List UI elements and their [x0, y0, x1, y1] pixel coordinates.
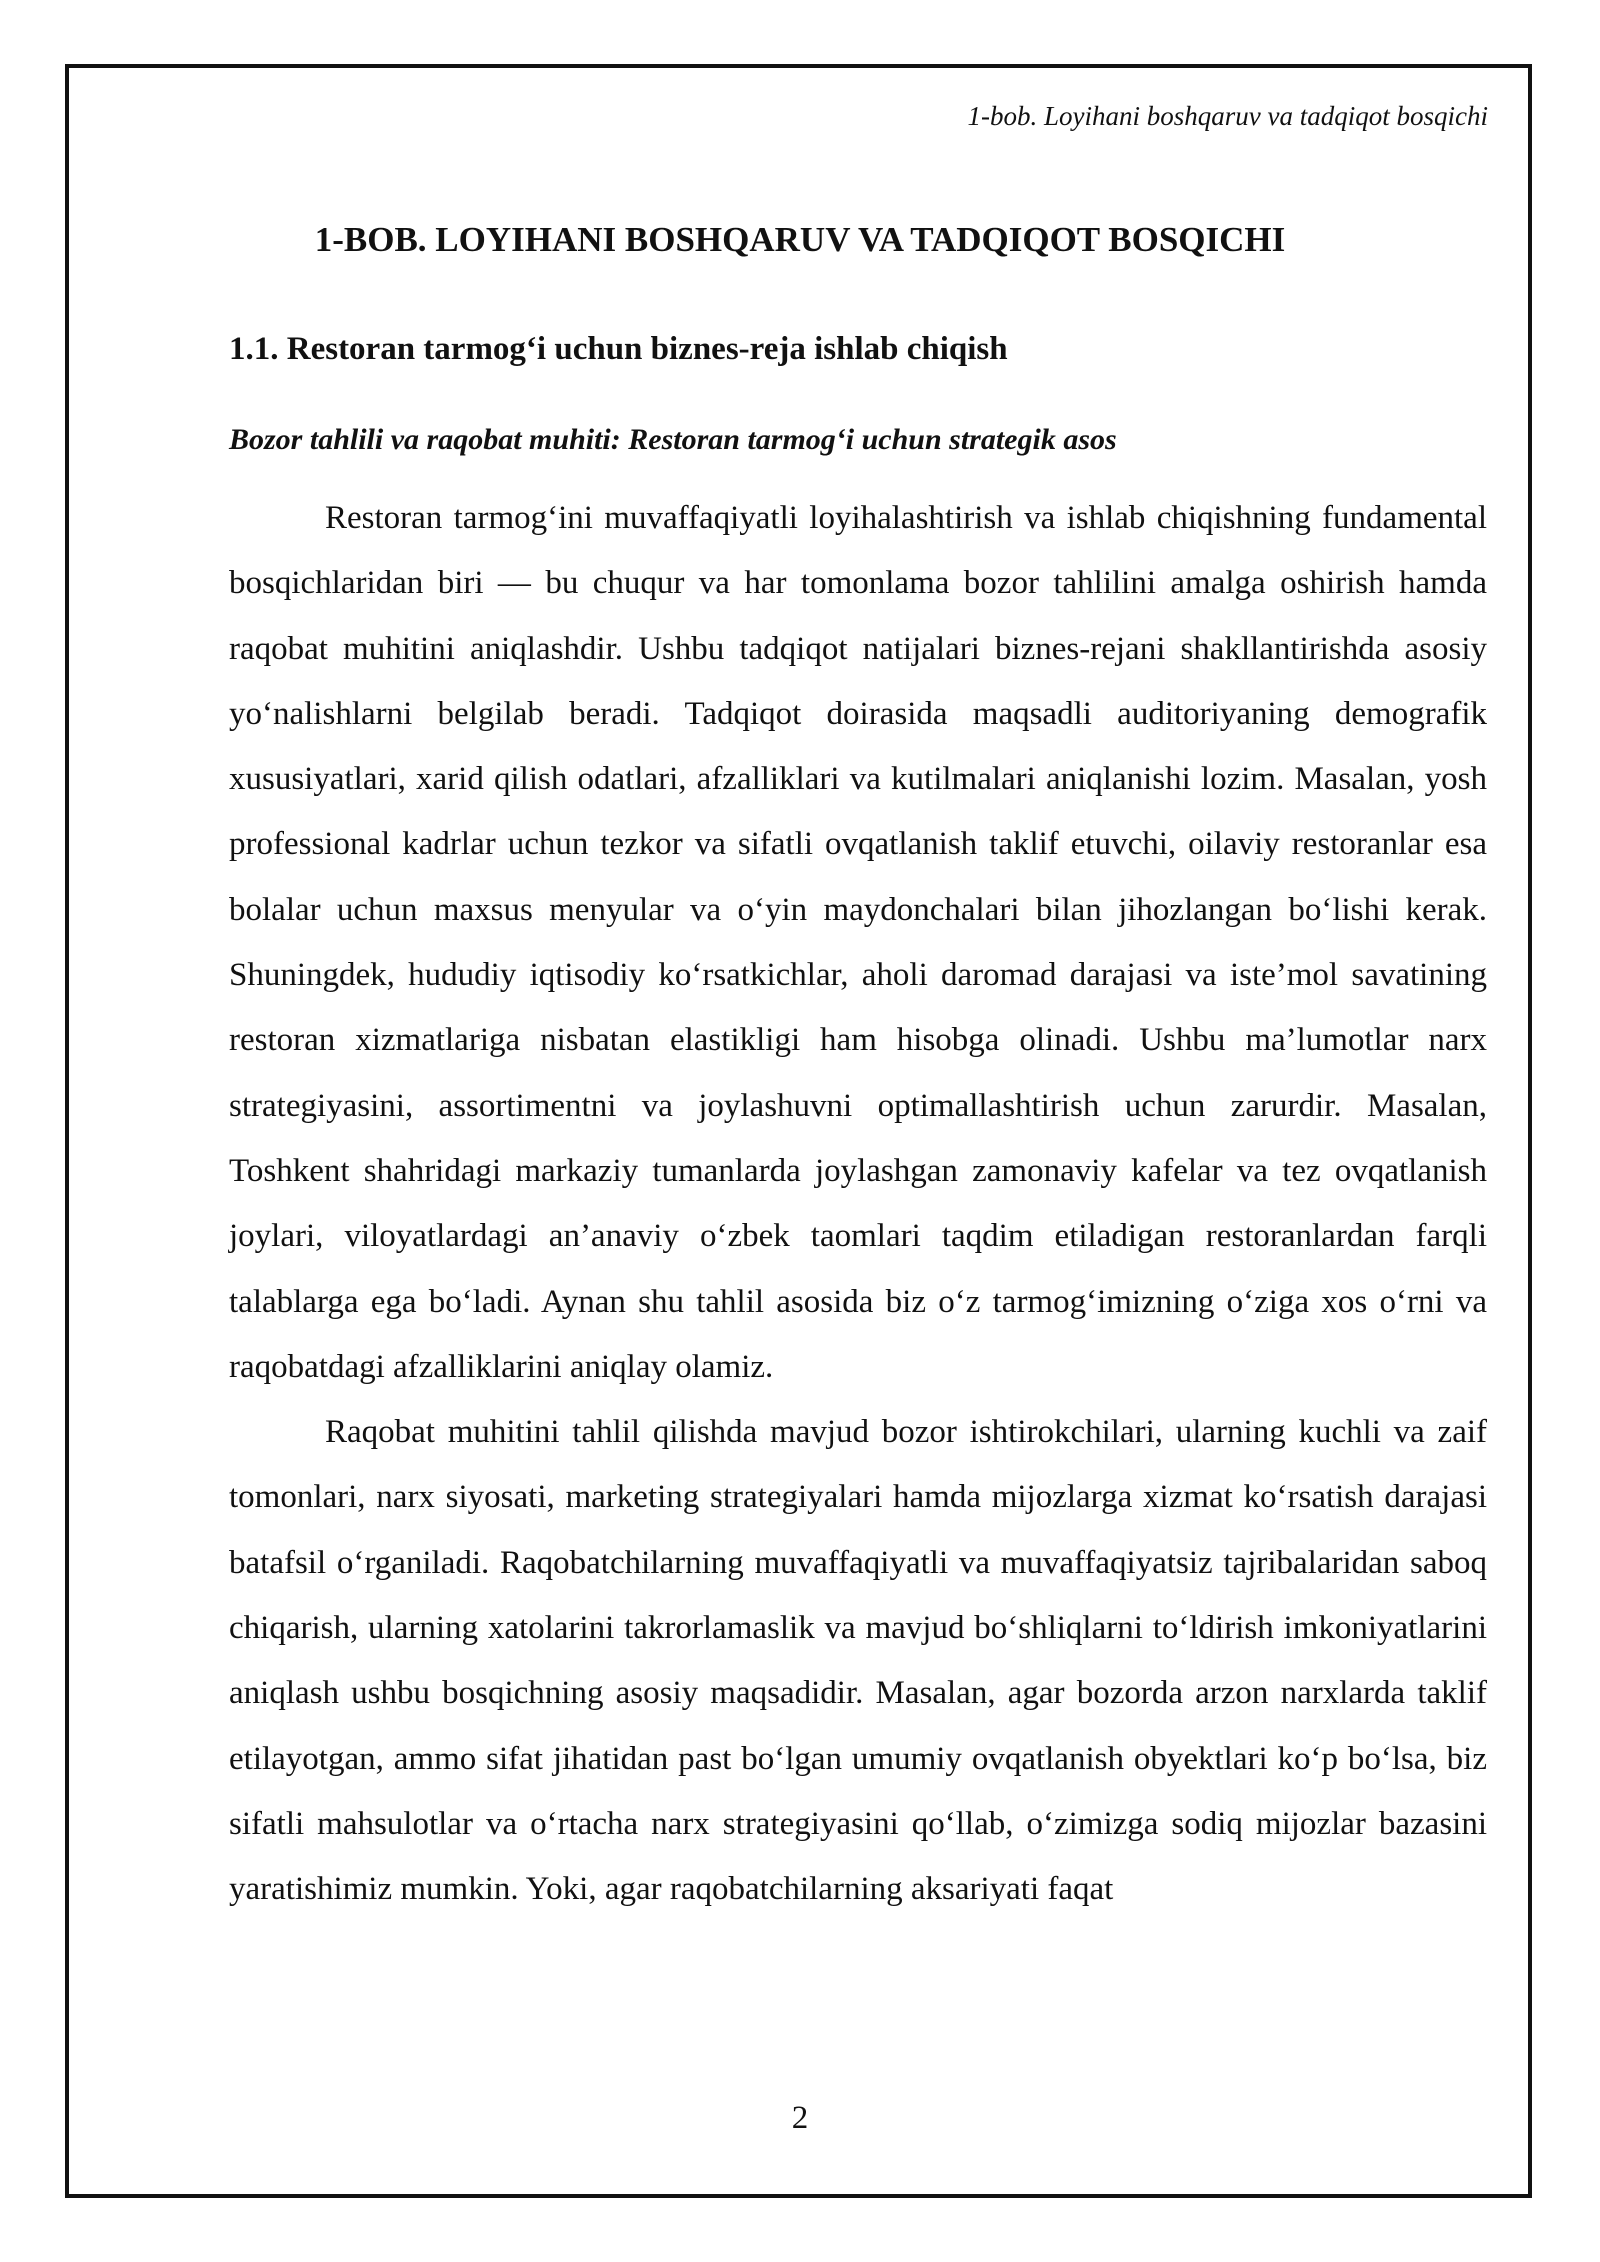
paragraph: Raqobat muhitini tahlil qilishda mavjud bozor ishtirokchilari, ularning kuchli va zaif tomonlari, narx siyosati, marketing strategiyalari hamda mijozlarga xizmat ko‘rsatish darajasi batafsil o‘rganiladi. Raqobatchilarning muvaffaqiyatli va muvaffaqiyatsiz tajribalaridan saboq chiqarish, ularning xatolarini takrorlamaslik va mavjud bo‘shliqlarni to‘ldirish imkoniyatlarini aniqlash ushbu bosqichning asosiy maqsadidir. Masalan, agar bozorda arzon narxlarda taklif etilayotgan, ammo sifat jihatidan past bo‘lgan umumiy ovqatlanish obyektlari ko‘p bo‘lsa, biz sifatli mahsulotlar va o‘rtacha narx strategiyasini qo‘llab, o‘zimizga sodiq mijozlar bazasini yaratishimiz mumkin. Yoki, agar raqobatchilarning aksariyati faqat [229, 1414, 1487, 1908]
subsection-heading: Bozor tahlili va raqobat muhiti: Restoran tarmog‘i uchun strategik asos [229, 423, 1117, 456]
section-heading: 1.1. Restoran tarmog‘i uchun biznes-reja ishlab chiqish [229, 331, 1008, 367]
chapter-title: 1-BOB. LOYIHANI BOSHQARUV VA TADQIQOT BOSQICHI [314, 220, 1286, 259]
page-number: 2 [791, 2100, 809, 2136]
running-header: 1-bob. Loyihani boshqaruv va tadqiqot bosqichi [967, 101, 1488, 131]
body-text [229, 486, 1487, 1923]
paragraph: Restoran tarmog‘ini muvaffaqiyatli loyihalashtirish va ishlab chiqishning fundamental bosqichlaridan biri — bu chuqur va har tomonlama bozor tahlilini amalga oshirish hamda raqobat muhitini aniqlashdir. Ushbu tadqiqot natijalari biznes-rejani shakllantirishda asosiy yo‘nalishlarni belgilab beradi. Tadqiqot doirasida maqsadli auditoriyaning demografik xususiyatlari, xarid qilish odatlari, afzalliklari va kutilmalari aniqlanishi lozim. Masalan, yosh professional kadrlar uchun tezkor va sifatli ovqatlanish taklif etuvchi, oilaviy restoranlar esa bolalar uchun maxsus menyular va o‘yin maydonchalari bilan jihozlangan bo‘lishi kerak. Shuningdek, hududiy iqtisodiy ko‘rsatkichlar, aholi daromad darajasi va iste’mol savatining restoran xizmatlariga nisbatan elastikligi ham hisobga olinadi. Ushbu ma’lumotlar narx strategiyasini, assortimentni va joylashuvni optimallashtirish uchun zarurdir. Masalan, Toshkent shahridagi markaziy tumanlarda joylashgan zamonaviy kafelar va tez ovqatlanish joylari, viloyatlardagi an’anaviy o‘zbek taomlari taqdim etiladigan restoranlardan farqli talablarga ega bo‘ladi. Aynan shu tahlil asosida biz o‘z tarmog‘imizning o‘ziga xos o‘rni va raqobatdagi afzalliklarini aniqlay olamiz. [229, 500, 1487, 1385]
